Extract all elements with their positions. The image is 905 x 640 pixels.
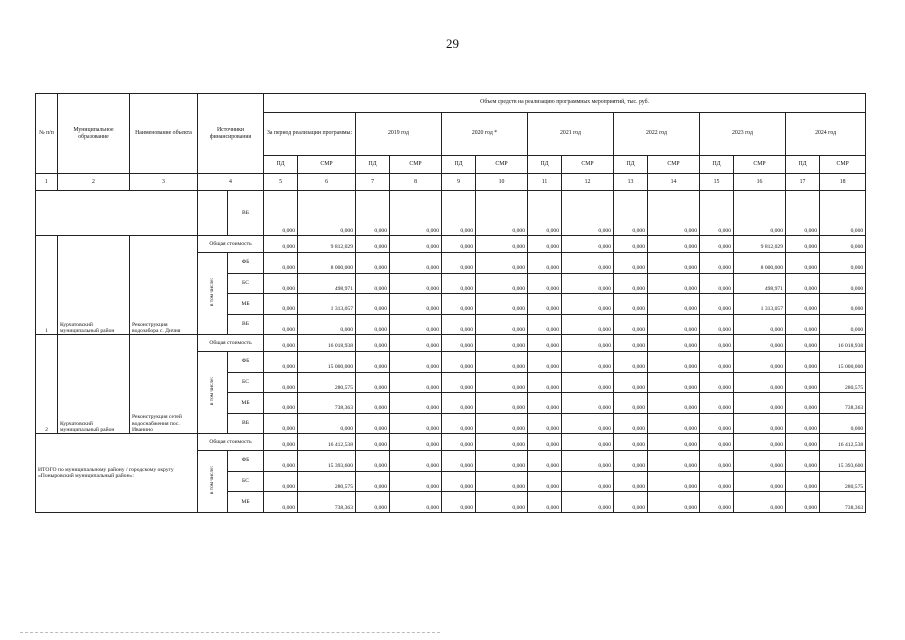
value-cell: 0,000 <box>614 335 648 352</box>
total-row <box>36 236 866 253</box>
including-label <box>198 351 228 434</box>
value-cell: 0,000 <box>356 335 390 352</box>
value-cell: 0,000 <box>390 190 442 235</box>
value-cell: 0,000 <box>476 413 528 434</box>
value-cell: 0,000 <box>528 393 562 414</box>
value-cell: 0,000 <box>528 413 562 434</box>
value-cell: 0,000 <box>734 372 786 393</box>
object-num: 2 <box>36 335 58 434</box>
value-cell: 0,000 <box>820 314 866 335</box>
value-cell: 0,000 <box>264 492 298 513</box>
value-cell: 0,000 <box>648 236 700 253</box>
value-cell: 0,000 <box>298 413 356 434</box>
value-cell: 0,000 <box>390 335 442 352</box>
value-cell: 0,000 <box>562 492 614 513</box>
value-cell: 0,000 <box>700 351 734 372</box>
col-number: 8 <box>390 174 442 191</box>
page-number: 29 <box>446 36 459 51</box>
value-cell: 0,000 <box>264 273 298 294</box>
value-cell: 498,971 <box>298 273 356 294</box>
header-num: № п/п <box>36 94 58 174</box>
value-cell: 0,000 <box>264 413 298 434</box>
value-cell: 0,000 <box>820 273 866 294</box>
value-cell: 0,000 <box>264 294 298 315</box>
value-cell: 0,000 <box>476 372 528 393</box>
header-smr: СМР <box>648 155 700 174</box>
source-label: ФБ <box>228 252 264 273</box>
value-cell: 0,000 <box>476 273 528 294</box>
value-cell: 0,000 <box>700 314 734 335</box>
value-cell: 0,000 <box>614 471 648 492</box>
header-municipality: Муниципальное образование <box>58 94 130 174</box>
value-cell: 0,000 <box>390 236 442 253</box>
header-pd: ПД <box>442 155 476 174</box>
value-cell: 16 412,538 <box>298 434 356 451</box>
value-cell: 0,000 <box>442 294 476 315</box>
source-label: МБ <box>228 294 264 315</box>
value-cell: 0,000 <box>528 252 562 273</box>
value-cell: 15 000,000 <box>298 351 356 372</box>
value-cell: 0,000 <box>442 314 476 335</box>
value-cell: 0,000 <box>476 434 528 451</box>
value-cell: 0,000 <box>264 471 298 492</box>
value-cell: 0,000 <box>528 351 562 372</box>
value-cell: 0,000 <box>356 492 390 513</box>
empty-cell <box>36 190 198 235</box>
col-number: 13 <box>614 174 648 191</box>
value-cell: 0,000 <box>614 434 648 451</box>
header-pd: ПД <box>700 155 734 174</box>
source-label: ФБ <box>228 351 264 372</box>
value-cell: 0,000 <box>648 335 700 352</box>
municipality-name: Курчатовский муниципальный район <box>58 335 130 434</box>
value-cell: 0,000 <box>356 393 390 414</box>
value-cell: 0,000 <box>356 294 390 315</box>
value-cell: 0,000 <box>356 190 390 235</box>
value-cell: 0,000 <box>442 351 476 372</box>
value-cell: 0,000 <box>390 434 442 451</box>
value-cell: 0,000 <box>562 252 614 273</box>
value-cell: 0,000 <box>648 471 700 492</box>
value-cell: 0,000 <box>734 393 786 414</box>
value-cell: 0,000 <box>786 450 820 471</box>
value-cell: 0,000 <box>442 393 476 414</box>
value-cell: 0,000 <box>700 434 734 451</box>
header-volume: Объем средств на реализацию программных мероприятий, тыс. руб. <box>264 94 866 113</box>
value-cell: 0,000 <box>562 190 614 235</box>
summary-label: ИТОГО по муниципальному району / городскому округу «Поныровский муниципальный район»: <box>36 434 198 513</box>
value-cell: 280,575 <box>298 471 356 492</box>
value-cell: 0,000 <box>356 351 390 372</box>
value-cell: 0,000 <box>442 413 476 434</box>
value-cell: 0,000 <box>786 252 820 273</box>
value-cell: 0,000 <box>528 450 562 471</box>
value-cell: 0,000 <box>700 450 734 471</box>
value-cell: 0,000 <box>442 273 476 294</box>
value-cell: 0,000 <box>476 335 528 352</box>
value-cell: 0,000 <box>442 236 476 253</box>
value-cell: 0,000 <box>734 314 786 335</box>
value-cell: 0,000 <box>734 413 786 434</box>
value-cell: 0,000 <box>734 450 786 471</box>
value-cell: 0,000 <box>786 294 820 315</box>
col-number: 11 <box>528 174 562 191</box>
value-cell: 0,000 <box>648 413 700 434</box>
value-cell: 0,000 <box>390 413 442 434</box>
header-period: За период реализации программы: <box>264 112 356 155</box>
value-cell: 8 000,000 <box>298 252 356 273</box>
value-cell: 0,000 <box>528 492 562 513</box>
value-cell: 0,000 <box>820 190 866 235</box>
value-cell: 0,000 <box>734 190 786 235</box>
value-cell: 0,000 <box>820 413 866 434</box>
value-cell: 0,000 <box>614 252 648 273</box>
value-cell: 738,363 <box>298 393 356 414</box>
source-label: ФБ <box>228 450 264 471</box>
value-cell: 0,000 <box>820 236 866 253</box>
value-cell: 280,575 <box>820 471 866 492</box>
value-cell: 0,000 <box>476 252 528 273</box>
value-cell: 0,000 <box>356 273 390 294</box>
value-cell: 0,000 <box>476 294 528 315</box>
empty-cell <box>198 190 228 235</box>
column-number-row <box>36 174 866 191</box>
source-label: МБ <box>228 393 264 414</box>
col-number: 6 <box>298 174 356 191</box>
value-cell: 0,000 <box>562 450 614 471</box>
value-cell: 0,000 <box>786 314 820 335</box>
value-cell: 0,000 <box>528 294 562 315</box>
value-cell: 0,000 <box>700 335 734 352</box>
value-cell: 0,000 <box>476 351 528 372</box>
value-cell: 0,000 <box>562 335 614 352</box>
value-cell: 0,000 <box>298 314 356 335</box>
value-cell: 0,000 <box>264 190 298 235</box>
value-cell: 0,000 <box>562 236 614 253</box>
value-cell: 0,000 <box>614 273 648 294</box>
value-cell: 0,000 <box>562 314 614 335</box>
value-cell: 0,000 <box>734 471 786 492</box>
object-name: Реконструкция водозабора с. Дичня <box>130 236 198 335</box>
col-number: 1 <box>36 174 58 191</box>
col-number: 7 <box>356 174 390 191</box>
header-pd: ПД <box>264 155 298 174</box>
value-cell: 0,000 <box>786 372 820 393</box>
value-cell: 0,000 <box>390 294 442 315</box>
value-cell: 0,000 <box>614 351 648 372</box>
value-cell: 0,000 <box>562 372 614 393</box>
value-cell: 0,000 <box>562 434 614 451</box>
value-cell: 0,000 <box>700 471 734 492</box>
total-row <box>36 335 866 352</box>
value-cell: 0,000 <box>648 314 700 335</box>
col-number: 14 <box>648 174 700 191</box>
including-label <box>198 252 228 335</box>
value-cell: 0,000 <box>786 393 820 414</box>
value-cell: 0,000 <box>528 335 562 352</box>
value-cell: 738,363 <box>820 393 866 414</box>
rotated-label: в том числе: <box>209 466 216 495</box>
value-cell: 15 393,600 <box>298 450 356 471</box>
value-cell: 0,000 <box>264 372 298 393</box>
value-cell: 0,000 <box>700 492 734 513</box>
value-cell: 0,000 <box>442 335 476 352</box>
value-cell: 0,000 <box>786 492 820 513</box>
value-cell: 0,000 <box>264 450 298 471</box>
value-cell: 16 018,938 <box>820 335 866 352</box>
col-number: 17 <box>786 174 820 191</box>
value-cell: 0,000 <box>786 351 820 372</box>
value-cell: 0,000 <box>528 190 562 235</box>
col-number: 18 <box>820 174 866 191</box>
value-cell: 0,000 <box>700 372 734 393</box>
value-cell: 0,000 <box>562 471 614 492</box>
value-cell: 0,000 <box>614 372 648 393</box>
value-cell: 0,000 <box>648 273 700 294</box>
value-cell: 0,000 <box>356 450 390 471</box>
value-cell: 0,000 <box>614 413 648 434</box>
scan-artifact-line <box>20 632 440 633</box>
col-number: 15 <box>700 174 734 191</box>
col-number: 10 <box>476 174 528 191</box>
value-cell: 0,000 <box>442 450 476 471</box>
value-cell: 0,000 <box>264 335 298 352</box>
header-pd: ПД <box>786 155 820 174</box>
rotated-label: в том числе: <box>209 377 216 406</box>
value-cell: 0,000 <box>648 372 700 393</box>
value-cell: 0,000 <box>390 314 442 335</box>
value-cell: 0,000 <box>648 190 700 235</box>
value-cell: 0,000 <box>614 450 648 471</box>
value-cell: 0,000 <box>528 236 562 253</box>
source-label: МБ <box>228 492 264 513</box>
header-year: 2021 год <box>528 112 614 155</box>
value-cell: 16 018,938 <box>298 335 356 352</box>
value-cell: 0,000 <box>700 393 734 414</box>
value-cell: 0,000 <box>442 492 476 513</box>
value-cell: 0,000 <box>562 273 614 294</box>
value-cell: 0,000 <box>264 351 298 372</box>
source-label: ВБ <box>228 413 264 434</box>
header-object: Наименование объекта <box>130 94 198 174</box>
continuation-row <box>36 190 866 235</box>
header-year: 2022 год <box>614 112 700 155</box>
header-year: 2020 год * <box>442 112 528 155</box>
value-cell: 0,000 <box>442 252 476 273</box>
value-cell: 0,000 <box>562 294 614 315</box>
value-cell: 0,000 <box>264 252 298 273</box>
value-cell: 0,000 <box>264 314 298 335</box>
value-cell: 0,000 <box>476 190 528 235</box>
value-cell: 0,000 <box>648 294 700 315</box>
value-cell: 16 412,538 <box>820 434 866 451</box>
object-num: 1 <box>36 236 58 335</box>
header-smr: СМР <box>298 155 356 174</box>
value-cell: 0,000 <box>528 314 562 335</box>
value-cell: 0,000 <box>476 314 528 335</box>
value-cell: 0,000 <box>648 393 700 414</box>
value-cell: 8 000,000 <box>734 252 786 273</box>
value-cell: 738,363 <box>298 492 356 513</box>
value-cell: 0,000 <box>442 471 476 492</box>
source-label: ВБ <box>228 314 264 335</box>
value-cell: 0,000 <box>390 450 442 471</box>
value-cell: 0,000 <box>356 314 390 335</box>
value-cell: 0,000 <box>820 252 866 273</box>
value-cell: 0,000 <box>786 413 820 434</box>
value-cell: 0,000 <box>298 190 356 235</box>
header-smr: СМР <box>734 155 786 174</box>
value-cell: 0,000 <box>390 372 442 393</box>
value-cell: 15 000,000 <box>820 351 866 372</box>
total-cost-label: Общая стоимость <box>198 434 264 451</box>
value-cell: 0,000 <box>786 273 820 294</box>
value-cell: 0,000 <box>614 190 648 235</box>
value-cell: 0,000 <box>700 294 734 315</box>
header-smr: СМР <box>476 155 528 174</box>
value-cell: 0,000 <box>476 393 528 414</box>
value-cell: 0,000 <box>264 393 298 414</box>
value-cell: 0,000 <box>648 450 700 471</box>
header-row-1 <box>36 94 866 113</box>
value-cell: 0,000 <box>734 434 786 451</box>
municipality-name: Курчатовский муниципальный район <box>58 236 130 335</box>
header-year: 2023 год <box>700 112 786 155</box>
source-label: ВБ <box>228 190 264 235</box>
header-year: 2024 год <box>786 112 866 155</box>
value-cell: 0,000 <box>528 434 562 451</box>
value-cell: 0,000 <box>734 335 786 352</box>
header-smr: СМР <box>562 155 614 174</box>
value-cell: 0,000 <box>648 351 700 372</box>
col-number: 12 <box>562 174 614 191</box>
col-number: 4 <box>198 174 264 191</box>
value-cell: 0,000 <box>264 434 298 451</box>
source-label: БС <box>228 372 264 393</box>
value-cell: 0,000 <box>700 252 734 273</box>
value-cell: 9 812,029 <box>298 236 356 253</box>
header-year: 2019 год <box>356 112 442 155</box>
header-pd: ПД <box>356 155 390 174</box>
value-cell: 0,000 <box>264 236 298 253</box>
value-cell: 0,000 <box>390 273 442 294</box>
value-cell: 15 393,600 <box>820 450 866 471</box>
col-number: 3 <box>130 174 198 191</box>
value-cell: 0,000 <box>786 335 820 352</box>
value-cell: 0,000 <box>734 351 786 372</box>
rotated-label: в том числе: <box>209 278 216 307</box>
value-cell: 280,575 <box>298 372 356 393</box>
value-cell: 0,000 <box>476 471 528 492</box>
value-cell: 0,000 <box>562 413 614 434</box>
header-sources: Источники финансирования <box>198 94 264 174</box>
value-cell: 0,000 <box>528 471 562 492</box>
source-label: БС <box>228 471 264 492</box>
value-cell: 498,971 <box>734 273 786 294</box>
value-cell: 738,363 <box>820 492 866 513</box>
value-cell: 0,000 <box>476 236 528 253</box>
value-cell: 0,000 <box>648 492 700 513</box>
value-cell: 0,000 <box>614 236 648 253</box>
value-cell: 0,000 <box>356 372 390 393</box>
value-cell: 0,000 <box>442 434 476 451</box>
value-cell: 0,000 <box>820 294 866 315</box>
value-cell: 0,000 <box>734 492 786 513</box>
header-pd: ПД <box>614 155 648 174</box>
value-cell: 0,000 <box>390 492 442 513</box>
value-cell: 1 313,057 <box>298 294 356 315</box>
header-pd: ПД <box>528 155 562 174</box>
value-cell: 0,000 <box>786 236 820 253</box>
value-cell: 0,000 <box>700 273 734 294</box>
value-cell: 0,000 <box>390 471 442 492</box>
total-cost-label: Общая стоимость <box>198 236 264 253</box>
value-cell: 280,575 <box>820 372 866 393</box>
col-number: 9 <box>442 174 476 191</box>
value-cell: 0,000 <box>442 372 476 393</box>
object-name: Реконструкция сетей водоснабжения пос. Иванино <box>130 335 198 434</box>
value-cell: 0,000 <box>700 236 734 253</box>
col-number: 2 <box>58 174 130 191</box>
value-cell: 0,000 <box>476 492 528 513</box>
value-cell: 0,000 <box>614 393 648 414</box>
value-cell: 9 812,029 <box>734 236 786 253</box>
value-cell: 0,000 <box>562 351 614 372</box>
budget-table <box>35 93 866 513</box>
value-cell: 0,000 <box>528 372 562 393</box>
value-cell: 0,000 <box>700 413 734 434</box>
header-smr: СМР <box>820 155 866 174</box>
value-cell: 0,000 <box>786 471 820 492</box>
value-cell: 0,000 <box>356 471 390 492</box>
summary-total-row <box>36 434 866 451</box>
including-label <box>198 450 228 512</box>
value-cell: 0,000 <box>614 492 648 513</box>
value-cell: 0,000 <box>562 393 614 414</box>
source-label: БС <box>228 273 264 294</box>
total-cost-label: Общая стоимость <box>198 335 264 352</box>
value-cell: 0,000 <box>476 450 528 471</box>
value-cell: 0,000 <box>390 351 442 372</box>
value-cell: 0,000 <box>786 434 820 451</box>
value-cell: 0,000 <box>390 393 442 414</box>
col-number: 5 <box>264 174 298 191</box>
value-cell: 0,000 <box>356 236 390 253</box>
value-cell: 0,000 <box>528 273 562 294</box>
value-cell: 0,000 <box>442 190 476 235</box>
value-cell: 0,000 <box>786 190 820 235</box>
value-cell: 0,000 <box>390 252 442 273</box>
value-cell: 0,000 <box>648 434 700 451</box>
value-cell: 0,000 <box>614 294 648 315</box>
value-cell: 1 313,057 <box>734 294 786 315</box>
col-number: 16 <box>734 174 786 191</box>
value-cell: 0,000 <box>614 314 648 335</box>
value-cell: 0,000 <box>356 413 390 434</box>
value-cell: 0,000 <box>356 252 390 273</box>
value-cell: 0,000 <box>700 190 734 235</box>
value-cell: 0,000 <box>356 434 390 451</box>
value-cell: 0,000 <box>648 252 700 273</box>
header-smr: СМР <box>390 155 442 174</box>
